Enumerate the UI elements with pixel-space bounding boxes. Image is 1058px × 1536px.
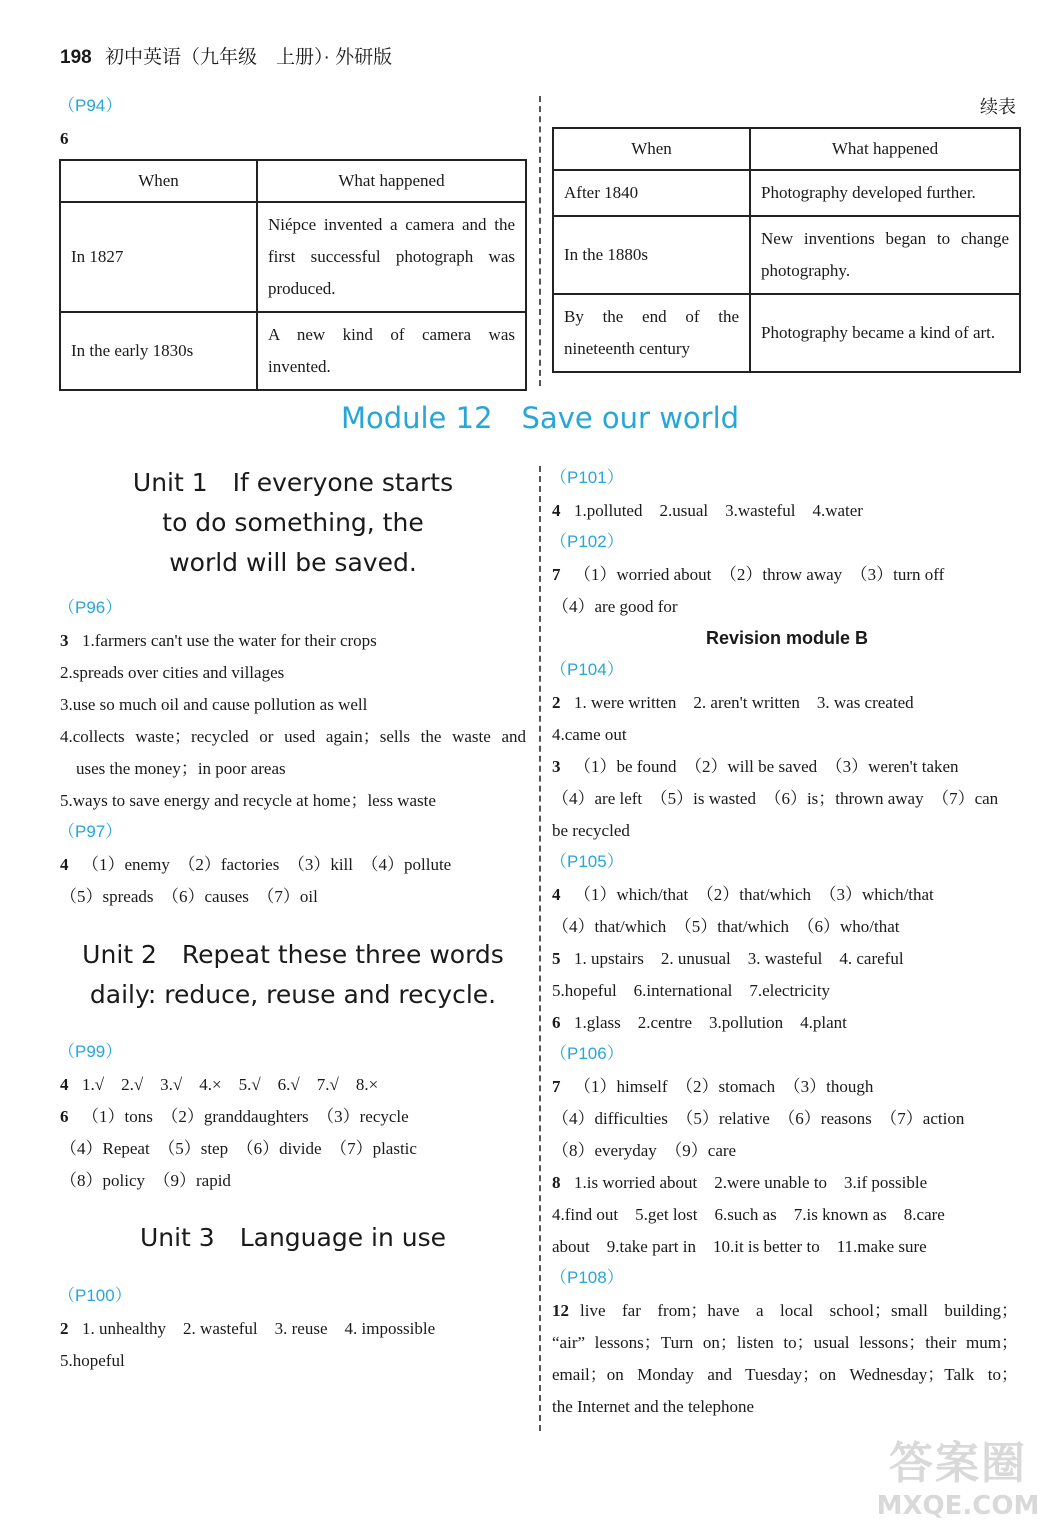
answer-line [60, 1170, 231, 1192]
answer-line [60, 726, 526, 748]
answer-text: （1）tons （2）granddaughters （3）recycle [82, 1107, 409, 1126]
answer-text: （8）policy （9）rapid [60, 1171, 231, 1190]
answer-line [552, 500, 863, 522]
answer-text: （1）which/that （2）that/which （3）which/that [574, 885, 934, 904]
answer-text: “air” lessons；Turn on；listen to；usual lessons；their mum； [552, 1333, 1018, 1352]
question-number: 3 [552, 757, 561, 776]
answer-line [552, 1108, 964, 1130]
table-cell-what: Photography developed further. [750, 170, 1020, 216]
history-table-left [59, 159, 527, 391]
question-number: 4 [60, 855, 69, 874]
answer-line [552, 1364, 1018, 1386]
answer-line [76, 758, 286, 780]
unit1-title-line: world will be saved. [169, 548, 417, 577]
table-cell-what: Photography became a kind of art. [750, 294, 1020, 372]
page-number: 198 [60, 47, 92, 68]
answer-line [552, 1076, 873, 1098]
answer-line [552, 820, 630, 842]
answer-line [552, 1300, 1018, 1322]
history-table-right [552, 127, 1021, 373]
answer-text: 1. unhealthy 2. wasteful 3. reuse 4. impossible [82, 1319, 436, 1338]
answer-line [552, 884, 934, 906]
answer-text: 1. were written 2. aren't written 3. was created [574, 693, 914, 712]
column-divider-lower [539, 466, 541, 1431]
answer-line [60, 854, 451, 876]
answer-text: （5）spreads （6）causes （7）oil [60, 887, 318, 906]
answer-line [552, 1396, 754, 1418]
answer-text: 1. upstairs 2. unusual 3. wasteful 4. careful [574, 949, 904, 968]
answer-line [60, 790, 436, 812]
answer-line [552, 916, 900, 938]
answer-line [552, 1332, 1018, 1354]
answer-text: （1）worried about （2）throw away （3）turn off [574, 565, 945, 584]
answer-text: 1.polluted 2.usual 3.wasteful 4.water [574, 501, 863, 520]
answer-text: 5.hopeful 6.international 7.electricity [552, 981, 831, 1000]
table-cell-what: Niépce invented a camera and the first successful photograph was produced. [257, 202, 526, 312]
answer-line [552, 1140, 736, 1162]
question-number: 2 [552, 693, 561, 712]
unit1-title [60, 463, 526, 583]
question-number: 7 [552, 1077, 561, 1096]
answer-text: the Internet and the telephone [552, 1397, 755, 1416]
answer-text: 1.is worried about 2.were unable to 3.if possible [574, 1173, 928, 1192]
page-ref-p99: （P99） [58, 1042, 123, 1061]
page-ref-p97: （P97） [58, 822, 123, 841]
question-number: 4 [552, 501, 561, 520]
answer-line [60, 662, 284, 684]
answer-text: 4.came out [552, 725, 627, 744]
answer-line [552, 692, 914, 714]
answer-text: （1）be found （2）will be saved （3）weren't taken [574, 757, 959, 776]
question-number: 7 [552, 565, 561, 584]
answer-text: 3.use so much oil and cause pollution as well [60, 695, 368, 714]
question-number: 12 [552, 1301, 569, 1320]
answer-text: （1）himself （2）stomach （3）though [574, 1077, 874, 1096]
question-number: 4 [552, 885, 561, 904]
answer-text: email；on Monday and Tuesday；on Wednesday；Talk to； [552, 1365, 1018, 1384]
table-cell-when: In the early 1830s [60, 312, 257, 390]
answer-line [552, 596, 678, 618]
page-ref-p105: （P105） [550, 852, 624, 871]
answer-text: 5.ways to save energy and recycle at home；less waste [60, 791, 436, 810]
answer-line [60, 1318, 435, 1340]
unit2-title [60, 935, 526, 1015]
table-cell-when: After 1840 [553, 170, 750, 216]
question-number: 8 [552, 1173, 561, 1192]
unit1-title-line: to do something, the [162, 508, 424, 537]
unit3-title: Unit 3 Language in use [139, 1223, 447, 1252]
page-header [60, 46, 392, 70]
answer-text: （4）are good for [552, 597, 678, 616]
table-header-what: What happened [750, 128, 1020, 170]
unit2-title-line: daily: reduce, reuse and recycle. [89, 980, 497, 1009]
answer-line [552, 564, 944, 586]
watermark-bottom: MXQE.COM [876, 1491, 1040, 1521]
table-cell-what: New inventions began to change photography. [750, 216, 1020, 294]
column-divider [539, 96, 541, 386]
answer-line [60, 1138, 417, 1160]
answer-text: （1）enemy （2）factories （3）kill （4）pollute [82, 855, 452, 874]
answer-line [552, 788, 998, 810]
answer-text: （4）Repeat （5）step （6）divide （7）plastic [60, 1139, 417, 1158]
answer-line [552, 948, 904, 970]
book-title: 初中英语（九年级 上册）· 外研版 [104, 47, 393, 68]
watermark-top: 答案圈 [889, 1438, 1027, 1489]
revision-title: Revision module B [705, 628, 869, 648]
question-number: 4 [60, 1075, 69, 1094]
page-ref-p104: （P104） [550, 660, 624, 679]
unit2-title-line: Unit 2 Repeat these three words [82, 940, 504, 969]
answer-text: （4）are left （5）is wasted （6）is；thrown away （7）can [552, 789, 999, 808]
answer-text: （8）everyday （9）care [552, 1141, 737, 1160]
page-ref-p101: （P101） [550, 468, 624, 487]
answer-text: uses the money；in poor areas [76, 759, 286, 778]
answer-line [60, 1106, 409, 1128]
page-ref-p102: （P102） [550, 532, 624, 551]
question-number: 2 [60, 1319, 69, 1338]
answer-text: 5.hopeful [60, 1351, 125, 1370]
answer-line [60, 630, 377, 652]
answer-text: 1.√ 2.√ 3.√ 4.× 5.√ 6.√ 7.√ 8.× [82, 1075, 379, 1094]
table-header-when: When [60, 160, 257, 202]
question-number: 5 [552, 949, 561, 968]
answer-line [552, 756, 959, 778]
answer-text: 4.find out 5.get lost 6.such as 7.is known as 8.care [552, 1205, 945, 1224]
answer-line [60, 694, 367, 716]
answer-line [60, 886, 318, 908]
table-cell-when: By the end of the nineteenth century [553, 294, 750, 372]
answer-text: （4）that/which （5）that/which （6）who/that [552, 917, 900, 936]
answer-text: 2.spreads over cities and villages [60, 663, 285, 682]
answer-line [552, 980, 830, 1002]
table-header-what: What happened [257, 160, 526, 202]
answer-line [552, 1204, 945, 1226]
answer-text: about 9.take part in 10.it is better to 11.make sure [552, 1237, 927, 1256]
answer-line [552, 1012, 847, 1034]
page-ref-p106: （P106） [550, 1044, 624, 1063]
table-header-when: When [553, 128, 750, 170]
page-ref-p94: （P94） [58, 96, 123, 115]
answer-text: be recycled [552, 821, 630, 840]
answer-text: 1.farmers can't use the water for their crops [82, 631, 377, 650]
continued-label: 续表 [980, 97, 1016, 117]
answer-line [60, 1074, 378, 1096]
answer-line [552, 724, 627, 746]
answer-text: 1.glass 2.centre 3.pollution 4.plant [574, 1013, 847, 1032]
answer-text: 4.collects waste；recycled or used again；sells the waste and [60, 727, 526, 746]
watermark-logo [868, 1438, 1048, 1533]
answer-line [552, 1172, 927, 1194]
answer-text: live far from；have a local school；small building； [580, 1301, 1018, 1320]
page-ref-p108: （P108） [550, 1268, 624, 1287]
unit1-title-line: Unit 1 If everyone starts [132, 468, 454, 497]
page-ref-p100: （P100） [58, 1286, 132, 1305]
answer-line [60, 1350, 125, 1372]
table-cell-when: In 1827 [60, 202, 257, 312]
question-number: 6 [60, 1107, 69, 1126]
module-title: Module 12 Save our world [340, 401, 740, 435]
answer-line [552, 1236, 927, 1258]
table-cell-when: In the 1880s [553, 216, 750, 294]
question-number: 3 [60, 631, 69, 650]
question-number: 6 [552, 1013, 561, 1032]
table-cell-what: A new kind of camera was invented. [257, 312, 526, 390]
question-number: 6 [60, 129, 69, 148]
page-ref-p96: （P96） [58, 598, 123, 617]
answer-text: （4）difficulties （5）relative （6）reasons （7）action [552, 1109, 965, 1128]
